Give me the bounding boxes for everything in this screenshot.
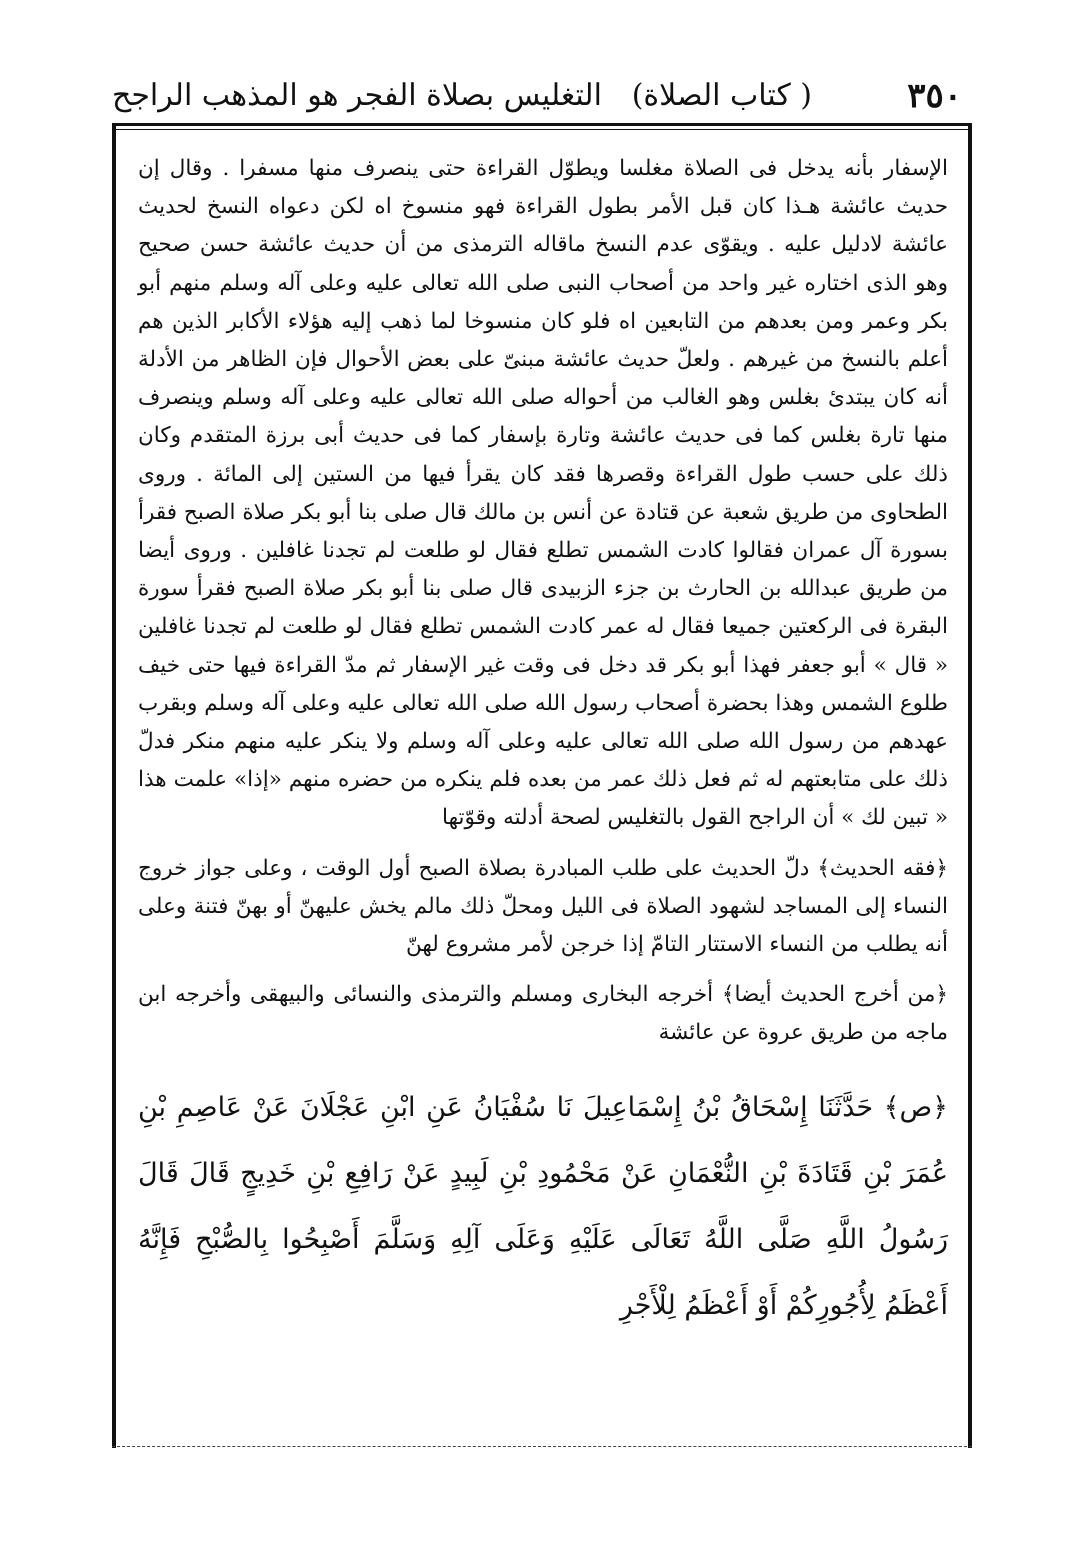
page-frame-left <box>112 123 116 1448</box>
page-number: ٣٥٠ <box>907 76 962 116</box>
hadith-text: حَدَّثَنَا إِسْحَاقُ بْنُ إِسْمَاعِيلَ نَا سُفْيَانُ عَنِ ابْنِ عَجْلَانَ عَنْ عَاصِمِ بْنِ عُمَرَ بْنِ قَتَادَةَ بْنِ النُّعْمَانِ عَنْ مَحْمُودِ بْنِ لَبِيدٍ عَنْ رَافِعِ بْنِ خَدِيجٍ قَالَ قَالَ رَسُولُ اللَّهِ صَلَّى اللَّهُ تَعَالَى عَلَيْهِ وَعَلَى آلِهِ وَسَلَّمَ أَصْبِحُوا بِالصُّبْحِ فَإِنَّهُ أَعْظَمُ لِأُجُورِكُمْ أَوْ أَعْظَمُ لِلْأَجْرِ <box>138 1091 948 1321</box>
hadith-block <box>138 1075 948 1339</box>
page-frame-bottom <box>112 1446 972 1447</box>
commentary-paragraph: الإسفار بأنه يدخل فى الصلاة مغلسا ويطوّل القراءة حتى ينصرف منها مسفرا . وقال إن حديث عائشة هـذا كان قبل الأمر بطول القراءة فهو منسوخ اه لكن دعواه النسخ لحديث عائشة لادليل عليه . ويقوّى عدم النسخ ماقاله الترمذى من أن حديث عائشة حسن صحيح وهو الذى اختاره غير واحد من أصحاب النبى صلى الله تعالى عليه وعلى آله وسلم منهم أبو بكر وعمر ومن بعدهم من التابعين اه فلو كان منسوخا لما ذهب إليه هؤلاء الأكابر الذين هم أعلم بالنسخ من غيرهم . ولعلّ حديث عائشة مبنىّ على بعض الأحوال فإن الظاهر من الأدلة أنه كان يبتدئ بغلس وهو الغالب من أحواله صلى الله تعالى عليه وعلى آله وسلم وينصرف منها تارة بغلس كما فى حديث عائشة وتارة بإسفار كما فى حديث أبى برزة المتقدم وكان ذلك على حسب طول القراءة وقصرها فقد كان يقرأ فيها من الستين إلى المائة . وروى الطحاوى من طريق شعبة عن قتادة عن أنس بن مالك قال صلى بنا أبو بكر صلاة الصبح فقرأ بسورة آل عمران فقالوا كادت الشمس تطلع فقال لو طلعت لم تجدنا غافلين . وروى أيضا من طريق عبدالله بن الحارث بن جزء الزبيدى قال صلى بنا أبو بكر صلاة الصبح فقرأ سورة البقرة فى الركعتين جميعا فقال له عمر كادت الشمس تطلع فقال لو طلعت لم تجدنا غافلين « قال » أبو جعفر فهذا أبو بكر قد دخل فى وقت غير الإسفار ثم مدّ القراءة فيها حتى خيف طلوع الشمس وهذا بحضرة أصحاب رسول الله صلى الله تعالى عليه وعلى آله وسلم وبقرب عهدهم من رسول الله صلى الله تعالى عليه وعلى آله وسلم ولا ينكر عليه منهم منكر فدلّ ذلك على متابعتهم له ثم فعل ذلك عمر من بعده فلم ينكره من حضره منهم «إذا» علمت هذا « تبين لك » أن الراجح القول بالتغليس لصحة أدلته وقوّتها <box>138 156 948 831</box>
fiqh-section <box>138 850 948 965</box>
fiqh-heading: ﴿فقه الحديث﴾ <box>817 855 948 881</box>
takhrij-section <box>138 976 948 1052</box>
page-header <box>112 70 962 120</box>
takhrij-text: أخرجه البخارى ومسلم والترمذى والنسائى والبيهقى وأخرجه ابن ماجه من طريق عروة عن عائشة <box>138 982 948 1046</box>
commentary <box>138 150 948 1053</box>
hadith-paragraph <box>138 1075 948 1339</box>
page-frame-right <box>968 123 972 1448</box>
header-rule <box>112 123 972 126</box>
header-rule-inner <box>112 129 972 130</box>
page-body <box>138 150 948 1339</box>
hadith-marker: ﴿ص﴾ <box>883 1091 948 1123</box>
takhrij-heading: ﴿من أخرج الحديث أيضا﴾ <box>721 982 948 1008</box>
book-section-title: ( كتاب الصلاة) <box>631 78 812 113</box>
chapter-heading: التغليس بصلاة الفجر هو المذهب الراجح <box>112 78 602 113</box>
fiqh-text: دلّ الحديث على طلب المبادرة بصلاة الصبح أول الوقت ، وعلى جواز خروج النساء إلى المساجد لشهود الصلاة فى الليل ومحلّ ذلك مالم يخش عليهنّ أو بهنّ فتنة وعلى أنه يطلب من النساء الاستتار التامّ إذا خرجن لأمر مشروع لهنّ <box>138 855 948 958</box>
